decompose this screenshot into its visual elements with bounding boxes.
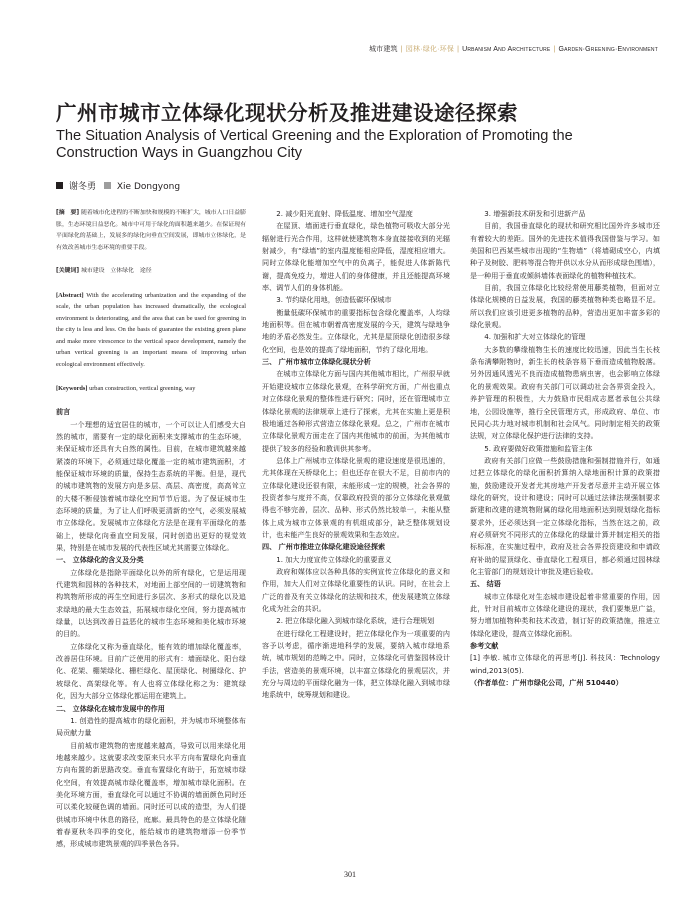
title-zh: 广州市城市立体绿化现状分析及推进建设途径探索: [56, 101, 518, 125]
section-4-paragraph-4: 目前，我国立体绿化比较经常使用藤类植物，但面对立体绿化规模的日益发展，我国的藤类植物种类也略显不足。所以我们应该引进更多植物的品种，营造出更加丰富多彩的绿化景观。: [470, 283, 660, 330]
section-3-paragraph-1: 在城市立体绿化方面与国内其他城市相比，广州很早就开始建设城市立体绿化景观，在科学研究方面，广州也重点对立体绿化景观的整体性进行研究；同时，还在管理城市立体绿化景观的法律规章上进行了探索，尤其在实施上更是积极地通过各种形式营造立体绿化景观。总之，广州市在城市立体绿化景观方面走在了国内其他城市的前面，为其他城市提供了较多的经验和教训供其参考。: [262, 369, 450, 453]
reference-1: [1] 李敏. 城市立体绿化的再思考[J]. 科技风：Technology wind,2013(05).: [470, 653, 660, 675]
abstract-zh-label: [摘 要]: [56, 210, 80, 216]
column-3: [470, 208, 660, 689]
keywords-en: [56, 383, 246, 395]
section-3-paragraph-2: 总体上广州城市立体绿化景观的建设速度是很迅速的，尤其体现在天桥绿化上；但也还存在很大不足，目前市内的立体绿化建设还很有限，未能形成一定的规模，社会各界的投资者参与度并不高，仅靠政府投资的部分立体绿化景观做得也不够完善，层次、品种、形式仍然比较单一，未能从整体上成为城市立体景观的有机组成部分，缺乏整体规划设计，也未能产生良好的景观效果和生态效应。: [262, 455, 450, 539]
column-2: [262, 208, 450, 702]
author-zh: 谢冬勇: [69, 182, 97, 192]
header-zh-main: 城市建筑: [368, 46, 398, 53]
section-4-item-1: 1. 加大力度宣传立体绿化的重要意义: [276, 554, 392, 564]
header-en-sub: Garden·Greening·Environment: [558, 46, 658, 53]
author-square-icon: [56, 182, 63, 189]
section-4-paragraph-5: 大多数的攀缘植物生长的速度比较迅速，因此当生长枝条布满攀附物时，新生长的枝条容易下垂而造成植物脱落。另外因通风透光不良而造成植物患病虫害，也会影响立体绿化的景观效果。政府有关部门可以调动社会各界资金投入，养护管理的积极性，大力鼓励市民组成志愿者承包公共绿地，公园设施等，推行全民管理方式，形成政府、单位、市民同心共力地对城市机制和社会风气。同时制定相关的政策法规，对立体绿化保护进行法律的支持。: [470, 344, 660, 441]
abstract-zh-text: 随着城市化进程的不断加快和规模的不断扩大，城市人口日益膨胀，生态环境日益恶化。城市中可用于绿化的面积越来越少。在保证现有平面绿化的基础上，发展多的绿化向垂直空间发展，即城市立体绿化，是有效改善城市生态环境的重要手段。: [56, 210, 247, 251]
intro-title: 前言: [56, 407, 71, 417]
keywords-zh: [56, 266, 246, 278]
references-title: 参考文献: [470, 641, 499, 651]
author-square-grey-icon: [104, 182, 111, 189]
section-1-paragraph-1: 立体绿化是指除平面绿化以外的所有绿化，它是运用现代建筑和园林的各种技术，对地面上部空间的一切建筑物和构筑物所形成的再生空间进行多层次、多形式的绿化以及追求绿地的最大生态效益，拓展城市绿化空间，努力提高城市绿量，以达到改善日益恶化的城市生态环境和美化城市环境的目的。: [56, 567, 246, 639]
section-2-item-2: 2. 减少阳光直射、降低温度、增加空气湿度: [276, 209, 413, 218]
abstract-en-label: [Abstract]: [56, 291, 84, 299]
section-1-paragraph-2: 立体绿化又称为垂直绿化，能有效的增加绿化覆盖率，改善居住环境。目前广泛使用的形式有：墙面绿化、阳台绿化、花架、棚架绿化、栅栏绿化、屋顶绿化、树圈绿化、护坡绿化、高架绿化等。有人也将立体绿化称之为：建筑绿化，因为大部分立体绿化都运用在建筑上。: [56, 641, 246, 701]
section-1-title: 一、 立体绿化的含义及分类: [56, 555, 144, 565]
column-1: [56, 208, 246, 851]
keywords-zh-label: [关键词]: [56, 268, 80, 274]
section-4-item-5: 5. 政府要做好政策措施和监管主体: [484, 443, 593, 453]
section-5-title: 五、 结语: [470, 579, 501, 589]
author-affiliation: （作者单位：广州市绿化公司，广州 510440）: [470, 678, 623, 688]
section-4-paragraph-1: 政府和媒体应以各种具体的实例宣传立体绿化的意义和作用，加大人们对立体绿化重要性的认识。同时，在社会上广泛的普及有关立体绿化的法规和技术，使发展建筑立体绿化成为社会的共识。: [262, 566, 450, 613]
keywords-en-label: [Keywords]: [56, 384, 88, 392]
section-4-item-2: 2. 把立体绿化融入到城市绿化系统，进行合理规划: [276, 616, 435, 626]
section-4-paragraph-3: 目前，我国垂直绿化的现状和研究相比国外许多城市还有着较大的差距。国外的先进技术值得我国借鉴与学习。如美国和巴西某些城市出现的“生物墙”（将墙砌成空心，内填种子及树胶、肥料等混合物并供以水分从而形成绿色围墙），是一种用于垂直或倾斜墙体表面绿化的植物种植技术。: [470, 221, 660, 280]
abstract-zh: [56, 208, 246, 254]
section-4-paragraph-2: 在进行绿化工程建设时，把立体绿化作为一项重要的内容予以考虑，循序渐进地科学的发展，要纳入城市绿地系统，城市规划的范畴之中。同时，立体绿化可借鉴园林设计手法，营造美的景观环境，以丰富立体绿化的景观层次，并充分与周边的平面绿化融为一体，把立体绿化融入到城市绿地系统中，统筹规划和建设。: [262, 628, 450, 700]
section-4-paragraph-6: 政府有关部门应做一些鼓励措施和强制措施并行，如通过把立体绿化的绿化面积折算纳入绿地面积计算的政策措施，鼓励建设开发者尤其房地产开发者尽意并主动开展立体绿化的研究，设计和建设；同时可以通过法律法规强制要求新建和改建的建筑物附属的绿化用地面积达到规划绿化指标要求外，还必须达到一定立体绿化指标，当然在这之前，政府必须研究不同形式的立体绿化的绿量计算并制定相关的指标标准，在实施过程中，政府及社会各界投资建设和申请政府补助的屋顶绿化、垂直绿化工程项目，都必须通过园林绿化主管部门的规划设计审批及建后验收。: [470, 455, 660, 576]
abstract-en: [56, 290, 246, 371]
author-en: Xie Dongyong: [116, 182, 181, 192]
section-2-paragraph-3: 衡量低碳环保城市的重要指标包含绿化覆盖率，人均绿地面积等。但在城市朝着高密度发展的今天，建筑与绿地争地的矛盾必然发生。立体绿化，尤其是屋顶绿化创造很多绿化空间，也是效的提高了绿地面积，节约了绿化用地。: [262, 307, 450, 354]
section-4-title: 四、 广州市推进立体绿化建设途径探索: [262, 542, 386, 552]
section-3-title: 三、 广州市城市立体绿化现状分析: [262, 357, 371, 367]
section-4-item-3: 3. 增强新技术研发和引进新产品: [484, 209, 586, 218]
keywords-zh-text: 城市建设 立体绿化 途径: [80, 268, 152, 274]
abstract-en-text: With the accelerating urbanization and the expanding of the scale, the urban population has increased dramatically, the ecological environment is deteriorating, and the area that can be used for greening in the city is less and less. On the basis of guarantee the existing green plane and make more virescence to the vertical space development, namely the urban vertical greening is an important means of improving urban ecological environment effectively.: [56, 291, 246, 369]
section-2-paragraph-2: 在屋顶、墙面进行垂直绿化，绿色植物可吸收大部分光辐射进行光合作用，这样就使建筑物本身直接接收到的光辐射减少，有“绿墙”的室内温度能相应降低，湿度相应增大。同时立体绿化能增加空气中的负离子，能促进人体新陈代谢，提高免疫力，增进人们的身体健康，并且还能提高环境率、调节人们的身体机能。: [262, 221, 450, 293]
header-separator-3: |: [553, 46, 556, 53]
header-separator-2: |: [457, 46, 460, 53]
page-number: 301: [344, 870, 356, 879]
keywords-en-text: urban construction, vertical greening, way: [89, 384, 196, 392]
title-en: The Situation Analysis of Vertical Greening and the Exploration of Promoting the Construction Ways in Guangzhou City: [56, 128, 573, 161]
author-line: [56, 179, 180, 192]
intro-paragraph: 一个理想的适宜居住的城市，一个可以让人们感受大自然的城市，需要有一定的绿化面积来支撑城市的生态环境，来保证城市还具有大自然的属性。目前，在城市建筑越来越紧凑的环境下，必须通过绿化覆盖一定的城市建筑面积，才能保证城市环境的质量，保持生态系统的平衡。但是，现代的城市建筑物的发展方向是多层、高层、高密度，高高耸立的大楼不断侵蚀着城市绿化空间节节后退。为了保证城市生态环境的质量，为了让人们呼吸更清新的空气，必须发展城市立体绿化。发展城市立体绿化方法是在现有平面绿化的基础上，使绿化向垂直空间发展，同时创造出更好的视觉效果，特别是在城市发展的代表性区域尤其需要立体绿化。: [56, 419, 246, 553]
section-4-item-4: 4. 加强和扩大对立体绿化的管理: [484, 332, 586, 342]
header-zh-sub: 园林·绿化·环保: [405, 46, 455, 53]
header-separator: |: [400, 46, 403, 53]
section-2-item-3: 3. 节约绿化用地，创造低碳环保城市: [276, 295, 392, 305]
section-2-title: 二、 立体绿化在城市发展中的作用: [56, 703, 165, 713]
section-5-paragraph: 城市立体绿化对生态城市建设起着非常重要的作用，因此，针对目前城市立体绿化建设的现状，我们要集思广益，努力增加植物种类和技术改造，制订好的政策措施，推进立体绿化建设，提高立体绿化面积。: [470, 591, 660, 638]
section-2-paragraph-1a: 目前城市建筑物的密度越来越高，导致可以用来绿化用地越来越少。这就要求改变原来只水平方向布置绿化向垂直方向布置的新思路改变。垂直布置绿化有助于，拓宽城市绿化空间，有效提高城市绿化覆盖率，增加城市绿化面积。在美化环境方面，垂直绿化可以通过不协调的墙面颜色同时还可以柔化较硬色调的墙面。同时还可以成的造型，为人们提供城市环境中休息的路径，庭廊。最具特色的是立体绿化随着春夏秋冬四季的变化，能给城市的建筑物增添一份季节感，形成城市建筑景观的四季景色各异。: [56, 740, 246, 849]
running-header: [369, 44, 658, 54]
section-2-item-1: 1. 创造性的提高城市的绿化面积，并为城市环境整体布局贡献力量: [56, 715, 246, 738]
header-en-main: Urbanism And Architecture: [462, 46, 551, 53]
